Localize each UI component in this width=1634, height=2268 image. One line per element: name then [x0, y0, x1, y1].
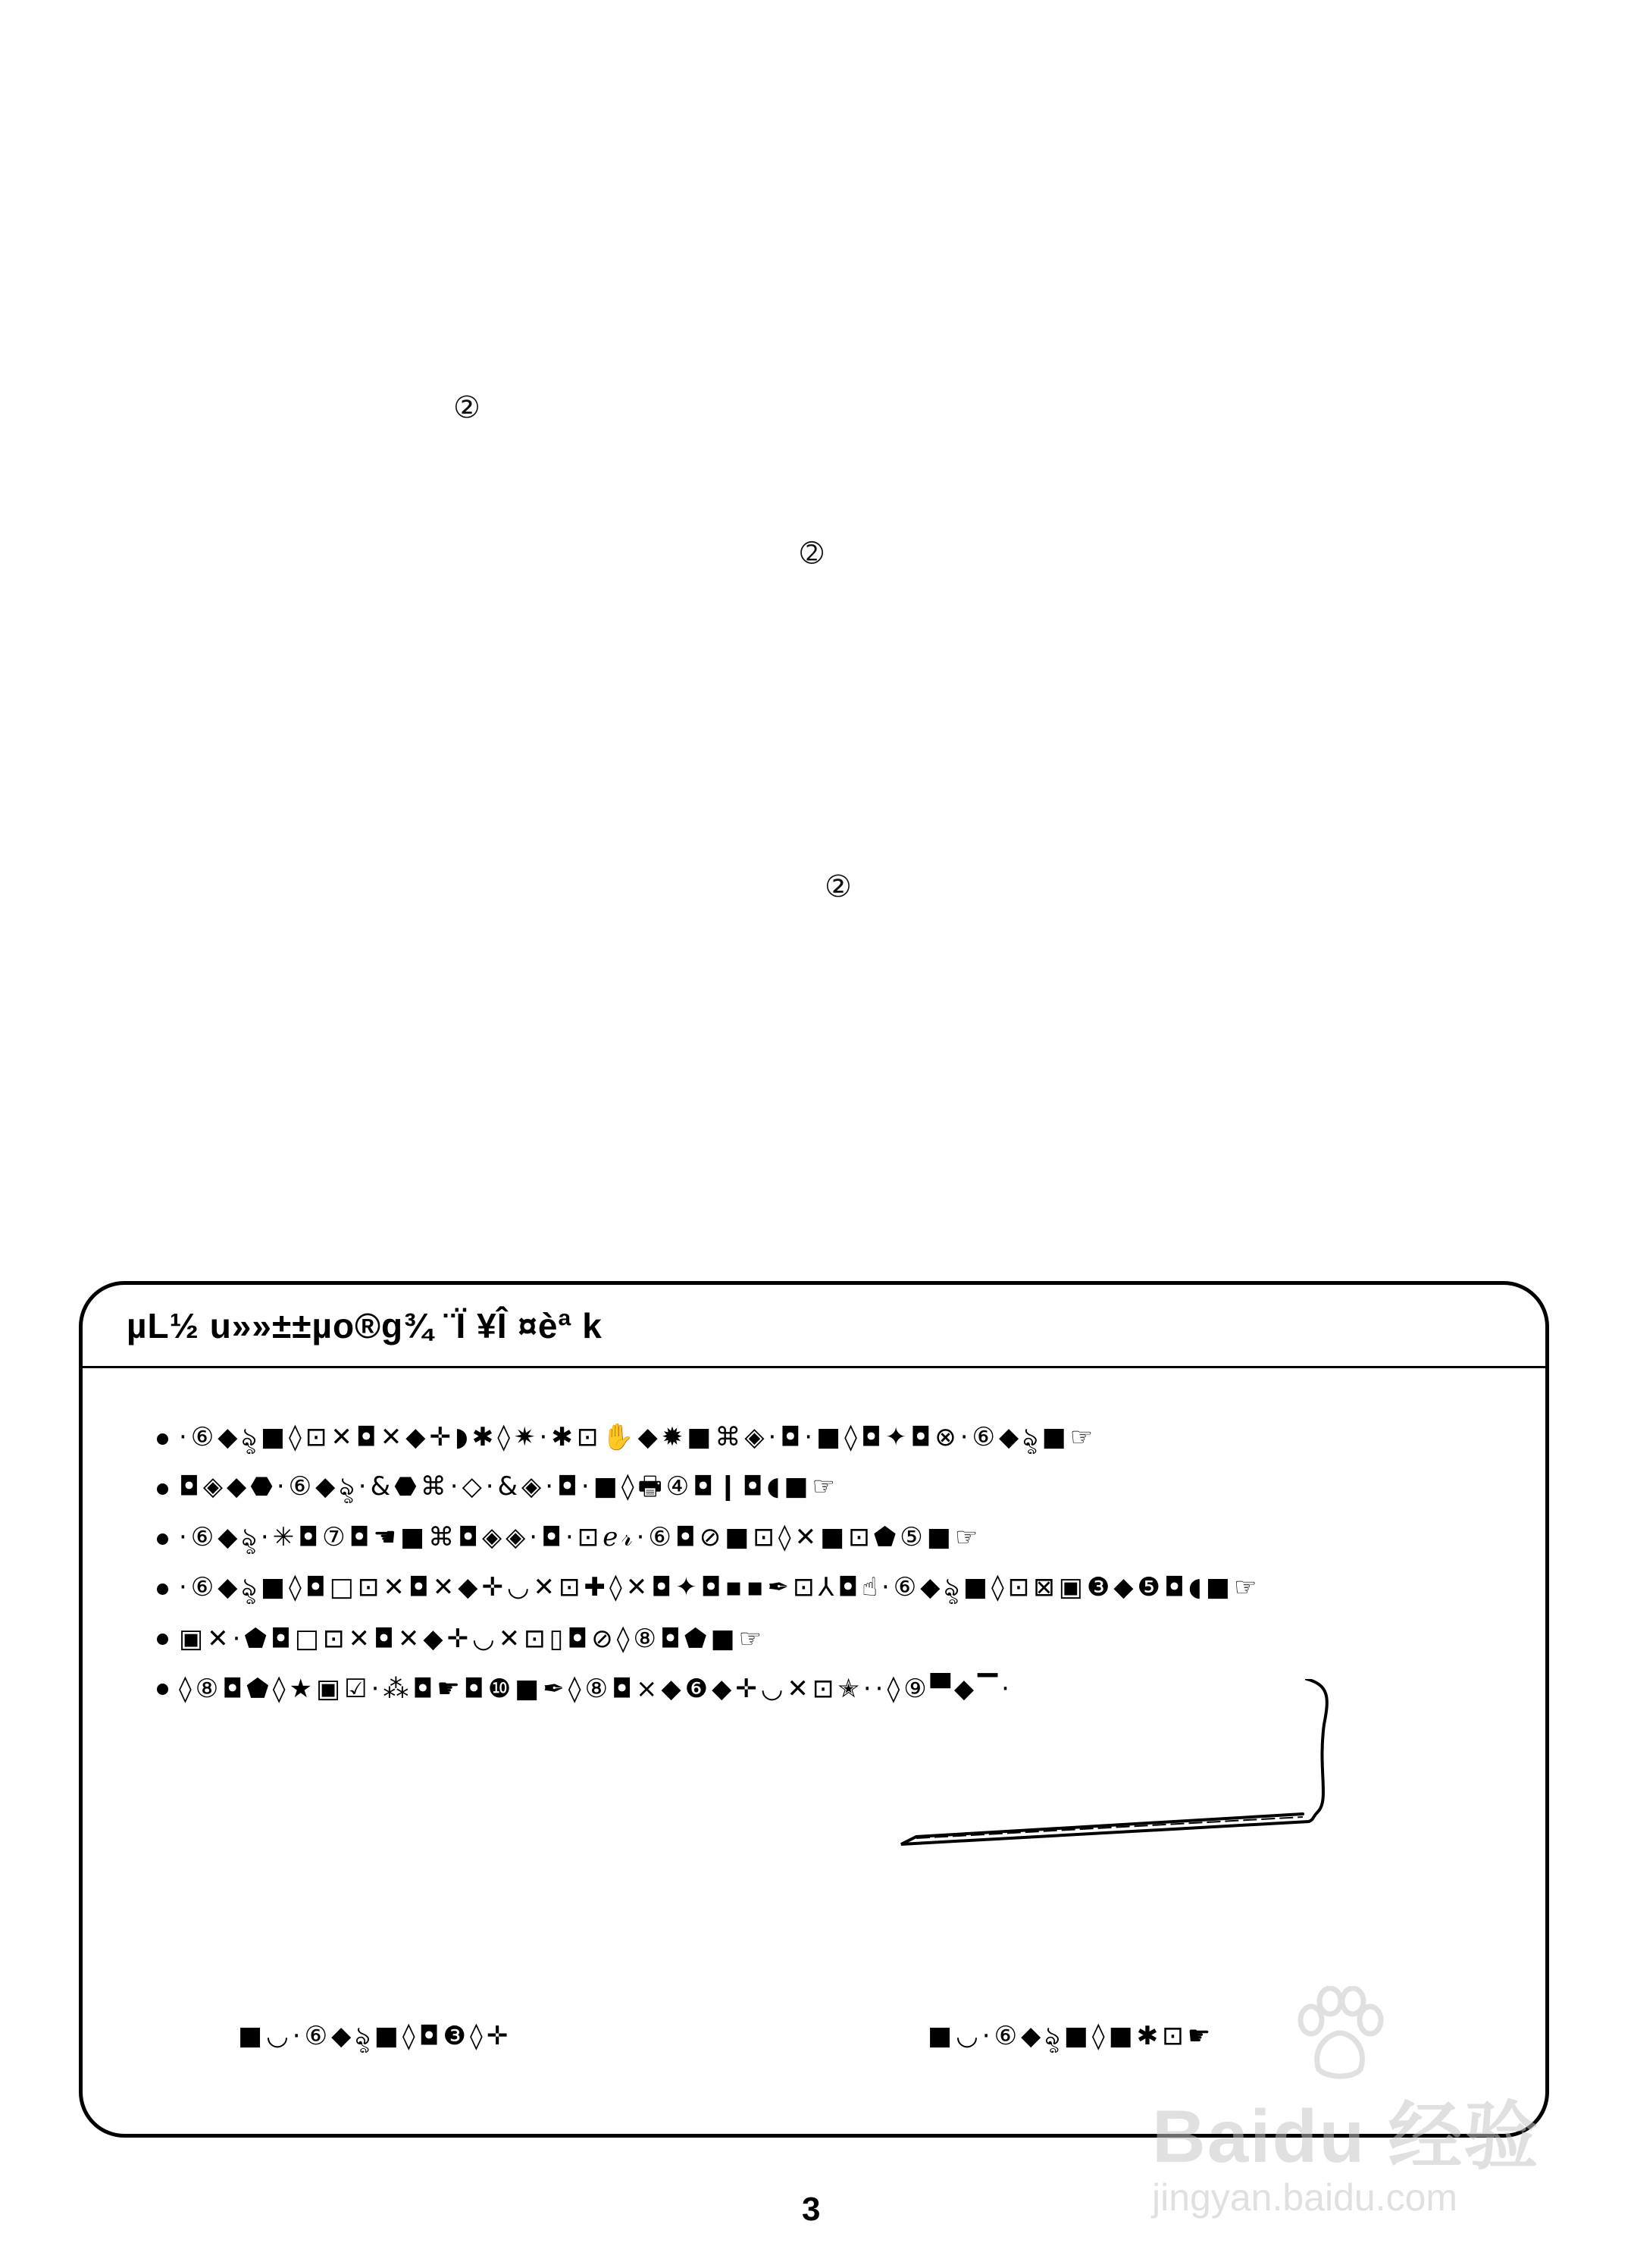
bullet-text: ◊⑧◘⬟◊★▣☑·⁂◘☛◘❿■✒◊⑧◘×◆❻◆✛◡✕⊡✭··◊⑨▀◆▔· [179, 1674, 1013, 1704]
circled-marker-3: ② [825, 869, 852, 904]
bullet-dot-icon [157, 1533, 168, 1545]
bullet-dot-icon [157, 1433, 168, 1445]
watermark-url: jingyan.baidu.com [1152, 2176, 1458, 2219]
circled-marker-1: ② [453, 390, 480, 425]
bullet-text: ▣✕·⬟◘□⊡✕◘✕◆✛◡✕⊡▯◘⊘◊⑧◘⬟■☞ [179, 1624, 766, 1654]
callout-shape [894, 1679, 1356, 1891]
list-item [157, 1564, 1260, 1614]
watermark-brand: Baidu 经验 [1152, 2094, 1540, 2178]
baidu-watermark [1152, 1986, 1561, 2236]
panel-header [83, 1285, 1545, 1368]
circled-marker-2: ➁ [800, 538, 824, 569]
paw-icon [1288, 1986, 1387, 2085]
footer-right-text: ■◡·⑥◆ৡ■◊■✱⊡☛ [928, 2021, 1215, 2051]
panel-title: µL½ u»»±±µo®g¾ ¨Ï ¥Î ¤èª k [127, 1305, 603, 1345]
bullet-dot-icon [157, 1584, 168, 1595]
list-item [157, 1614, 1260, 1664]
bullet-text: ·⑥◆ৡ■◊⊡✕◘✕◆✛◗✱◊✷·✱⊡✋◆✹■⌘◈·◘·■◊◘✦◘⊗·⑥◆ৡ■☞ [179, 1421, 1097, 1452]
bullet-text: ·⑥◆ৡ■◊◘□⊡✕◘✕◆✛◡✕⊡✚◊✕◘✦◘▪▪✒⊡⅄◘☝·⑥◆ৡ■◊⊡⊠▣❸◆❺◘◖■☞ [179, 1571, 1261, 1602]
bullet-dot-icon [157, 1483, 168, 1495]
list-item [157, 1414, 1260, 1464]
bullet-dot-icon [157, 1684, 168, 1695]
bullet-list [157, 1414, 1260, 1714]
bullet-text: ◘◈◆⬣·⑥◆ৡ·&⬣⌘·◇·&◈·◘·■◊🖶④◘❙◘◖■☞ [179, 1471, 840, 1502]
list-item [157, 1464, 1260, 1514]
page-number: 3 [802, 2191, 821, 2228]
footer-left-text: ■◡·⑥◆ৡ■◊◘❸◊✛ [238, 2021, 512, 2051]
bullet-text: ·⑥◆ৡ·✳◘⑦◘☚■⌘◘◈◈·◘·⊡ℯ𝓇·⑥◘⊘■⊡◊✕■⊡⬟⑤■☞ [179, 1521, 982, 1552]
list-item [157, 1514, 1260, 1564]
bullet-dot-icon [157, 1634, 168, 1645]
